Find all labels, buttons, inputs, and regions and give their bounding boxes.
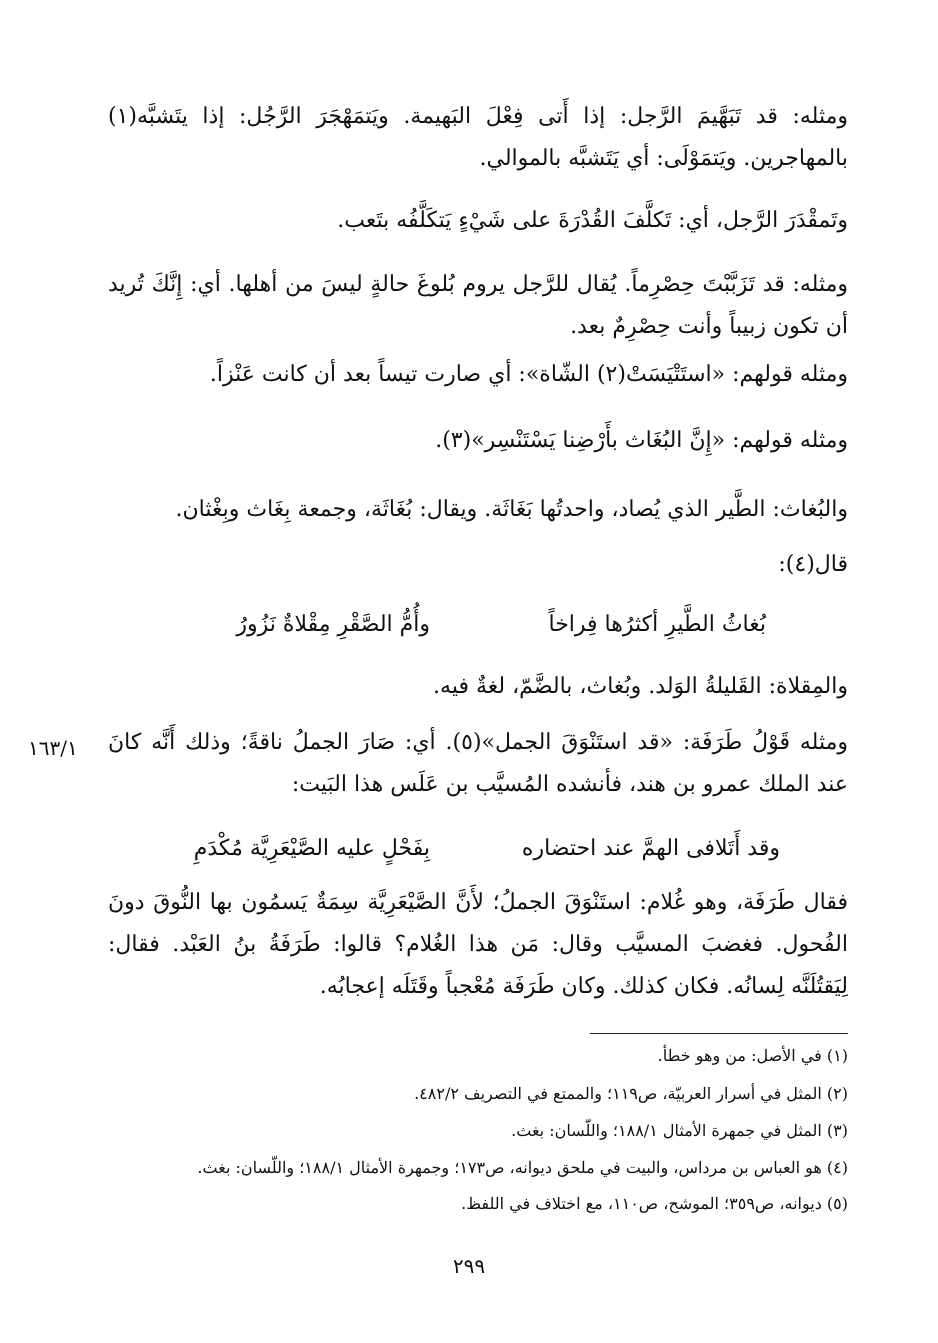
page-number: ٢٩٩ (452, 1254, 486, 1278)
paragraph-qala: قال(٤): (778, 552, 848, 577)
margin-volume-reference: ١٦٣/١ (28, 736, 78, 760)
paragraph-istanwaqa: ومثله قَوْلُ طَرَفَة: «قد استَنْوَقَ الجمل»(٥). أي: صَارَ الجملُ ناقةً؛ وذلك أَنَّه كانَ عند الملك عمرو بن هند، فأنشده المُسيَّب بن عَلَس هذا البَيت: (108, 730, 848, 797)
verse2-second-hemistich: بِفَحْلٍ عليه الصَّيْعَرِيَّة مُكْدَمِ (193, 836, 430, 861)
footnote-5: (٥) ديوانه، ص٣٥٩؛ الموشح، ص١١٠، مع اختلاف في اللفظ. (461, 1194, 848, 1213)
footnote-2: (٢) المثل في أسرار العربيّة، ص١١٩؛ والممتع في التصريف ٤٨٢/٢. (414, 1084, 848, 1103)
footnote-3: (٣) المثل في جمهرة الأمثال ١٨٨/١؛ واللّسان: بغث. (511, 1121, 848, 1140)
paragraph-miqlat: والمِقلاة: القَليلةُ الوَلد. وبُغاث، بالضَّمّ، لغةٌ فيه. (433, 674, 848, 699)
paragraph-bughath-proverb: ومثله قولهم: «إِنَّ البُغَاث بأَرْضِنا يَسْتَنْسِر»(٣). (435, 428, 848, 453)
verse1-first-hemistich: بُغاثُ الطَّيرِ أكثرُها فِراخاً (548, 612, 766, 637)
paragraph-tamaqdar: وتَمقْدَرَ الرَّجل، أي: تَكلَّفَ القُدْرَةَ على شَيْءٍ يَتكَلَّفُه بتَعب. (337, 208, 848, 233)
footnote-separator (590, 1033, 848, 1034)
paragraph-istatyasat: ومثله قولهم: «استَتْيَسَتْ(٢) الشّاة»: أي صارت تيساً بعد أن كانت عَنْزاً. (209, 362, 848, 387)
verse2-first-hemistich: وقد أَتَلافى الهمَّ عند احتضاره (521, 836, 780, 861)
paragraph-tazabbabta: ومثله: قد تَزَبَّبْتَ حِصْرِماً. يُقال للرَّجل يروم بُلوغَ حالةٍ ليسَ من أهلها. أي: إِنَّكَ تُريد أن تكون زبيباً وأنت حِصْرِمٌ بعد. (108, 272, 848, 339)
paragraph-bughath-definition: والبُغاث: الطَّير الذي يُصاد، واحدتُها بَغَاثَة. ويقال: بُغَاثَة، وجمعة بِغَاث وبِغْثان. (175, 497, 848, 522)
footnote-1: (١) في الأصل: من وهو خطأ. (657, 1046, 848, 1065)
paragraph-tabahhama: ومثله: قد تَبَهَّيمَ الرَّجل: إذا أَتى فِعْلَ البَهيمة. ويَتمَهْجَرَ الرَّجُل: إذا يتَشبَّه(١) بالمهاجرين. ويَتمَوْلَى: أي يَتَشبَّه بالموالي. (108, 104, 848, 171)
verse1-second-hemistich: وأُمُّ الصَّقْرِ مِقْلاةٌ نَزُورُ (236, 612, 430, 637)
paragraph-tarafa-story: فقال طَرَفَة، وهو غُلام: استَنْوَقَ الجملُ؛ لأَنَّ الصَّيْعَرِيَّة سِمَةٌ يَسمُون بها النُّوقَ دونَ الفُحول. فغضبَ المسيَّب وقال: مَن هذا الغُلام؟ قالوا: طَرَفَةُ بنُ العَبْد. فقال: لِيَقتُلَنَّه لِسانُه. فكان كذلك. وكان طَرَفَة مُعْجباً وقَتَلَه إعجابُه. (108, 890, 848, 999)
footnote-4: (٤) هو العباس بن مرداس، والبيت في ملحق ديوانه، ص١٧٣؛ وجمهرة الأمثال ١٨٨/١؛ واللّسان: بغث. (197, 1158, 848, 1177)
